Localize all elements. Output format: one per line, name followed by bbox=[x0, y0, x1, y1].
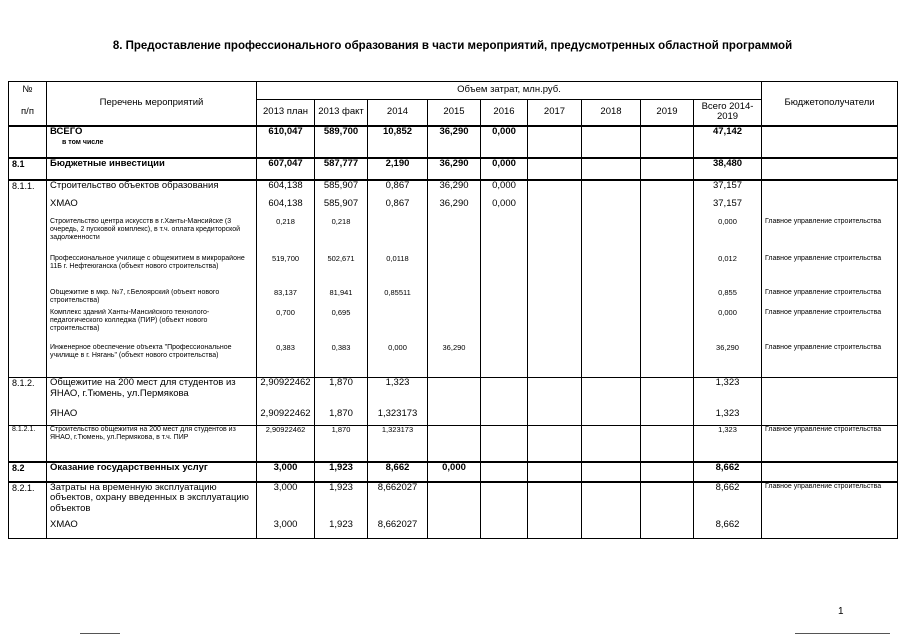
table-row-section bbox=[9, 158, 898, 180]
cell-value: 604,138 bbox=[257, 199, 315, 218]
cell-value-total: 1,323 bbox=[694, 426, 762, 462]
cell-value bbox=[641, 520, 694, 539]
cell-value-total: 0,000 bbox=[694, 309, 762, 344]
cell-value bbox=[582, 309, 641, 344]
cell-value bbox=[641, 378, 694, 409]
row-recipient: Главное управление строительства bbox=[762, 344, 898, 378]
cell-value bbox=[641, 409, 694, 426]
page-number: 1 bbox=[838, 606, 844, 617]
cell-value: 1,923 bbox=[315, 482, 368, 520]
cell-value: 0,383 bbox=[257, 344, 315, 378]
budget-table bbox=[8, 81, 898, 539]
cell-value: 0,383 bbox=[315, 344, 368, 378]
header-year: 2019 bbox=[641, 100, 694, 126]
cell-value bbox=[481, 520, 528, 539]
cell-value: 0,867 bbox=[368, 180, 428, 199]
cell-value-total: 0,000 bbox=[694, 218, 762, 255]
row-recipient bbox=[762, 180, 898, 199]
table-row bbox=[9, 309, 898, 344]
cell-value-total: 0,855 bbox=[694, 289, 762, 309]
cell-value: 0,000 bbox=[481, 158, 528, 180]
cell-value: 36,290 bbox=[428, 126, 481, 158]
row-no bbox=[9, 126, 47, 158]
header-no-cell bbox=[9, 82, 47, 100]
cell-value-total: 36,290 bbox=[694, 344, 762, 378]
row-recipient: Главное управление строительства bbox=[762, 255, 898, 289]
cell-value: 2,190 bbox=[368, 158, 428, 180]
cell-value bbox=[528, 426, 582, 462]
table-row bbox=[9, 520, 898, 539]
cell-value bbox=[481, 255, 528, 289]
cell-value bbox=[481, 426, 528, 462]
row-recipient bbox=[762, 462, 898, 482]
cell-value: 0,000 bbox=[481, 180, 528, 199]
row-no: 8.1.1. bbox=[9, 180, 47, 378]
cell-value: 3,000 bbox=[257, 462, 315, 482]
cell-value bbox=[641, 126, 694, 158]
cell-value bbox=[428, 482, 481, 520]
cell-value bbox=[641, 309, 694, 344]
table-row bbox=[9, 180, 898, 199]
cell-value: 0,85511 bbox=[368, 289, 428, 309]
scan-edge-mark bbox=[795, 633, 890, 634]
row-recipient bbox=[762, 378, 898, 409]
row-recipient bbox=[762, 126, 898, 158]
cell-value bbox=[582, 289, 641, 309]
header-recipient: Бюджетополучатели bbox=[762, 82, 898, 126]
cell-value bbox=[641, 180, 694, 199]
cell-value: 0,000 bbox=[368, 344, 428, 378]
row-recipient: Главное управление строительства bbox=[762, 218, 898, 255]
cell-value bbox=[428, 289, 481, 309]
cell-value bbox=[582, 126, 641, 158]
cell-value: 585,907 bbox=[315, 180, 368, 199]
cell-value: 81,941 bbox=[315, 289, 368, 309]
cell-value bbox=[582, 255, 641, 289]
cell-value bbox=[428, 520, 481, 539]
row-name: Инженерное обеспечение объекта "Профессиональное училище в г. Нягань" (объект нового строительства) bbox=[47, 344, 257, 378]
table-row bbox=[9, 378, 898, 409]
cell-value: 1,323173 bbox=[368, 409, 428, 426]
table-row bbox=[9, 199, 898, 218]
scan-edge-mark bbox=[80, 633, 120, 634]
cell-value-total: 37,157 bbox=[694, 199, 762, 218]
table-row bbox=[9, 255, 898, 289]
cell-value: 8,662027 bbox=[368, 482, 428, 520]
cell-value bbox=[528, 409, 582, 426]
cell-value: 585,907 bbox=[315, 199, 368, 218]
cell-value-total: 1,323 bbox=[694, 409, 762, 426]
cell-value: 1,870 bbox=[315, 378, 368, 409]
table-row-total bbox=[9, 126, 898, 158]
row-recipient bbox=[762, 199, 898, 218]
cell-value bbox=[528, 180, 582, 199]
cell-value-total: 8,662 bbox=[694, 482, 762, 520]
row-name: Комплекс зданий Ханты-Мансийского технолого-педагогического колледжа (ПИР) (объект нового строительства) bbox=[47, 309, 257, 344]
cell-value bbox=[582, 199, 641, 218]
cell-value: 587,777 bbox=[315, 158, 368, 180]
cell-value bbox=[481, 482, 528, 520]
cell-value bbox=[641, 462, 694, 482]
cell-value: 0,000 bbox=[428, 462, 481, 482]
cell-value bbox=[641, 158, 694, 180]
header-no-top: № bbox=[22, 84, 33, 96]
cell-value bbox=[641, 199, 694, 218]
cell-value: 1,870 bbox=[315, 409, 368, 426]
cell-value bbox=[641, 289, 694, 309]
cell-value-total: 8,662 bbox=[694, 520, 762, 539]
row-recipient bbox=[762, 158, 898, 180]
cell-value bbox=[582, 158, 641, 180]
row-name: Строительство объектов образования bbox=[47, 180, 257, 199]
row-no: 8.1.2. bbox=[9, 378, 47, 426]
cell-value-total: 8,662 bbox=[694, 462, 762, 482]
cell-value bbox=[481, 289, 528, 309]
cell-value bbox=[528, 520, 582, 539]
cell-value: 3,000 bbox=[257, 520, 315, 539]
header-volume: Объем затрат, млн.руб. bbox=[257, 82, 762, 100]
header-name: Перечень мероприятий bbox=[47, 82, 257, 126]
row-name: Затраты на временную эксплуатацию объектов, охрану введенных в эксплуатацию объектов bbox=[47, 482, 257, 520]
cell-value bbox=[528, 158, 582, 180]
cell-value: 0,695 bbox=[315, 309, 368, 344]
table-row bbox=[9, 344, 898, 378]
cell-value bbox=[528, 218, 582, 255]
cell-value bbox=[582, 344, 641, 378]
cell-value: 0,0118 bbox=[368, 255, 428, 289]
cell-value: 0,700 bbox=[257, 309, 315, 344]
header-no-bottom: п/п bbox=[9, 100, 47, 126]
cell-value bbox=[428, 409, 481, 426]
cell-value bbox=[582, 462, 641, 482]
cell-value bbox=[368, 218, 428, 255]
row-name: ХМАО bbox=[47, 520, 257, 539]
row-subtitle: в том числе bbox=[62, 139, 104, 147]
cell-value: 10,852 bbox=[368, 126, 428, 158]
cell-value bbox=[582, 520, 641, 539]
cell-value bbox=[428, 255, 481, 289]
cell-value bbox=[582, 218, 641, 255]
row-name: ЯНАО bbox=[47, 409, 257, 426]
table-row bbox=[9, 426, 898, 462]
cell-value bbox=[481, 378, 528, 409]
cell-value bbox=[641, 218, 694, 255]
cell-value: 8,662027 bbox=[368, 520, 428, 539]
cell-value: 3,000 bbox=[257, 482, 315, 520]
cell-value bbox=[428, 378, 481, 409]
cell-value: 2,90922462 bbox=[257, 426, 315, 462]
cell-value: 36,290 bbox=[428, 344, 481, 378]
cell-value: 1,923 bbox=[315, 520, 368, 539]
cell-value: 1,323173 bbox=[368, 426, 428, 462]
cell-value bbox=[481, 309, 528, 344]
cell-value bbox=[528, 289, 582, 309]
cell-value: 36,290 bbox=[428, 180, 481, 199]
header-year: 2016 bbox=[481, 100, 528, 126]
page-title: 8. Предоставление профессионального образования в части мероприятий, предусмотренных областной программой bbox=[112, 40, 793, 52]
cell-value bbox=[428, 218, 481, 255]
cell-value: 8,662 bbox=[368, 462, 428, 482]
row-name: Оказание государственных услуг bbox=[47, 462, 257, 482]
cell-value: 607,047 bbox=[257, 158, 315, 180]
cell-value: 1,323 bbox=[368, 378, 428, 409]
row-no: 8.1.2.1. bbox=[9, 426, 47, 462]
header-year-total: Всего 2014-2019 bbox=[694, 100, 762, 126]
row-no: 8.2.1. bbox=[9, 482, 47, 539]
cell-value bbox=[582, 180, 641, 199]
header-year: 2014 bbox=[368, 100, 428, 126]
row-recipient: Главное управление строительства bbox=[762, 309, 898, 344]
cell-value: 604,138 bbox=[257, 180, 315, 199]
cell-value-total: 38,480 bbox=[694, 158, 762, 180]
table-row bbox=[9, 409, 898, 426]
header-year: 2015 bbox=[428, 100, 481, 126]
header-year: 2013 факт bbox=[315, 100, 368, 126]
cell-value bbox=[528, 482, 582, 520]
cell-value-total: 37,157 bbox=[694, 180, 762, 199]
row-no: 8.2 bbox=[9, 462, 47, 482]
cell-value bbox=[528, 462, 582, 482]
cell-value bbox=[481, 462, 528, 482]
cell-value: 36,290 bbox=[428, 158, 481, 180]
header-year: 2013 план bbox=[257, 100, 315, 126]
cell-value: 2,90922462 bbox=[257, 378, 315, 409]
table-row bbox=[9, 289, 898, 309]
cell-value: 519,700 bbox=[257, 255, 315, 289]
cell-value: 1,870 bbox=[315, 426, 368, 462]
row-name: Бюджетные инвестиции bbox=[47, 158, 257, 180]
cell-value bbox=[641, 426, 694, 462]
row-recipient: Главное управление строительства bbox=[762, 289, 898, 309]
row-name: Строительство общежития на 200 мест для студентов из ЯНАО, г.Тюмень, ул.Пермякова, в т.ч. ПИР bbox=[47, 426, 257, 462]
cell-value bbox=[528, 255, 582, 289]
row-name: ХМАО bbox=[47, 199, 257, 218]
row-name-text: ВСЕГО bbox=[50, 125, 83, 137]
cell-value: 0,218 bbox=[257, 218, 315, 255]
row-name: Строительство центра искусств в г.Ханты-Мансийске (3 очередь, 2 пусковой комплекс), в т.ч. оплата кредиторской задолженности bbox=[47, 218, 257, 255]
cell-value bbox=[481, 218, 528, 255]
cell-value: 1,923 bbox=[315, 462, 368, 482]
cell-value: 0,000 bbox=[481, 126, 528, 158]
cell-value bbox=[528, 126, 582, 158]
cell-value-total: 1,323 bbox=[694, 378, 762, 409]
cell-value bbox=[641, 255, 694, 289]
header-year: 2017 bbox=[528, 100, 582, 126]
cell-value-total: 47,142 bbox=[694, 126, 762, 158]
row-recipient: Главное управление строительства bbox=[762, 426, 898, 462]
cell-value bbox=[641, 482, 694, 520]
row-name: Общежитие на 200 мест для студентов из ЯНАО, г.Тюмень, ул.Пермякова bbox=[47, 378, 257, 409]
cell-value bbox=[528, 378, 582, 409]
table-row bbox=[9, 482, 898, 520]
cell-value: 36,290 bbox=[428, 199, 481, 218]
cell-value: 2,90922462 bbox=[257, 409, 315, 426]
cell-value: 589,700 bbox=[315, 126, 368, 158]
cell-value bbox=[582, 409, 641, 426]
cell-value: 610,047 bbox=[257, 126, 315, 158]
cell-value bbox=[481, 344, 528, 378]
cell-value bbox=[528, 344, 582, 378]
cell-value bbox=[582, 378, 641, 409]
row-name: Профессиональное училище с общежитием в микрорайоне 11Б г. Нефтеюганска (объект нового строительства) bbox=[47, 255, 257, 289]
cell-value bbox=[428, 309, 481, 344]
table-row-section bbox=[9, 462, 898, 482]
cell-value bbox=[481, 409, 528, 426]
row-name: Общежитие в мкр. №7, г.Белоярский (объект нового строительства) bbox=[47, 289, 257, 309]
cell-value bbox=[428, 426, 481, 462]
cell-value bbox=[582, 482, 641, 520]
cell-value: 0,000 bbox=[481, 199, 528, 218]
cell-value bbox=[528, 199, 582, 218]
cell-value: 502,671 bbox=[315, 255, 368, 289]
row-name bbox=[47, 126, 257, 158]
cell-value-total: 0,012 bbox=[694, 255, 762, 289]
row-recipient: Главное управление строительства bbox=[762, 482, 898, 520]
header-year: 2018 bbox=[582, 100, 641, 126]
cell-value bbox=[368, 309, 428, 344]
row-no: 8.1 bbox=[9, 158, 47, 180]
cell-value: 0,218 bbox=[315, 218, 368, 255]
row-recipient bbox=[762, 409, 898, 426]
cell-value bbox=[641, 344, 694, 378]
cell-value bbox=[528, 309, 582, 344]
row-recipient bbox=[762, 520, 898, 539]
cell-value: 0,867 bbox=[368, 199, 428, 218]
table-row bbox=[9, 218, 898, 255]
cell-value bbox=[582, 426, 641, 462]
cell-value: 83,137 bbox=[257, 289, 315, 309]
